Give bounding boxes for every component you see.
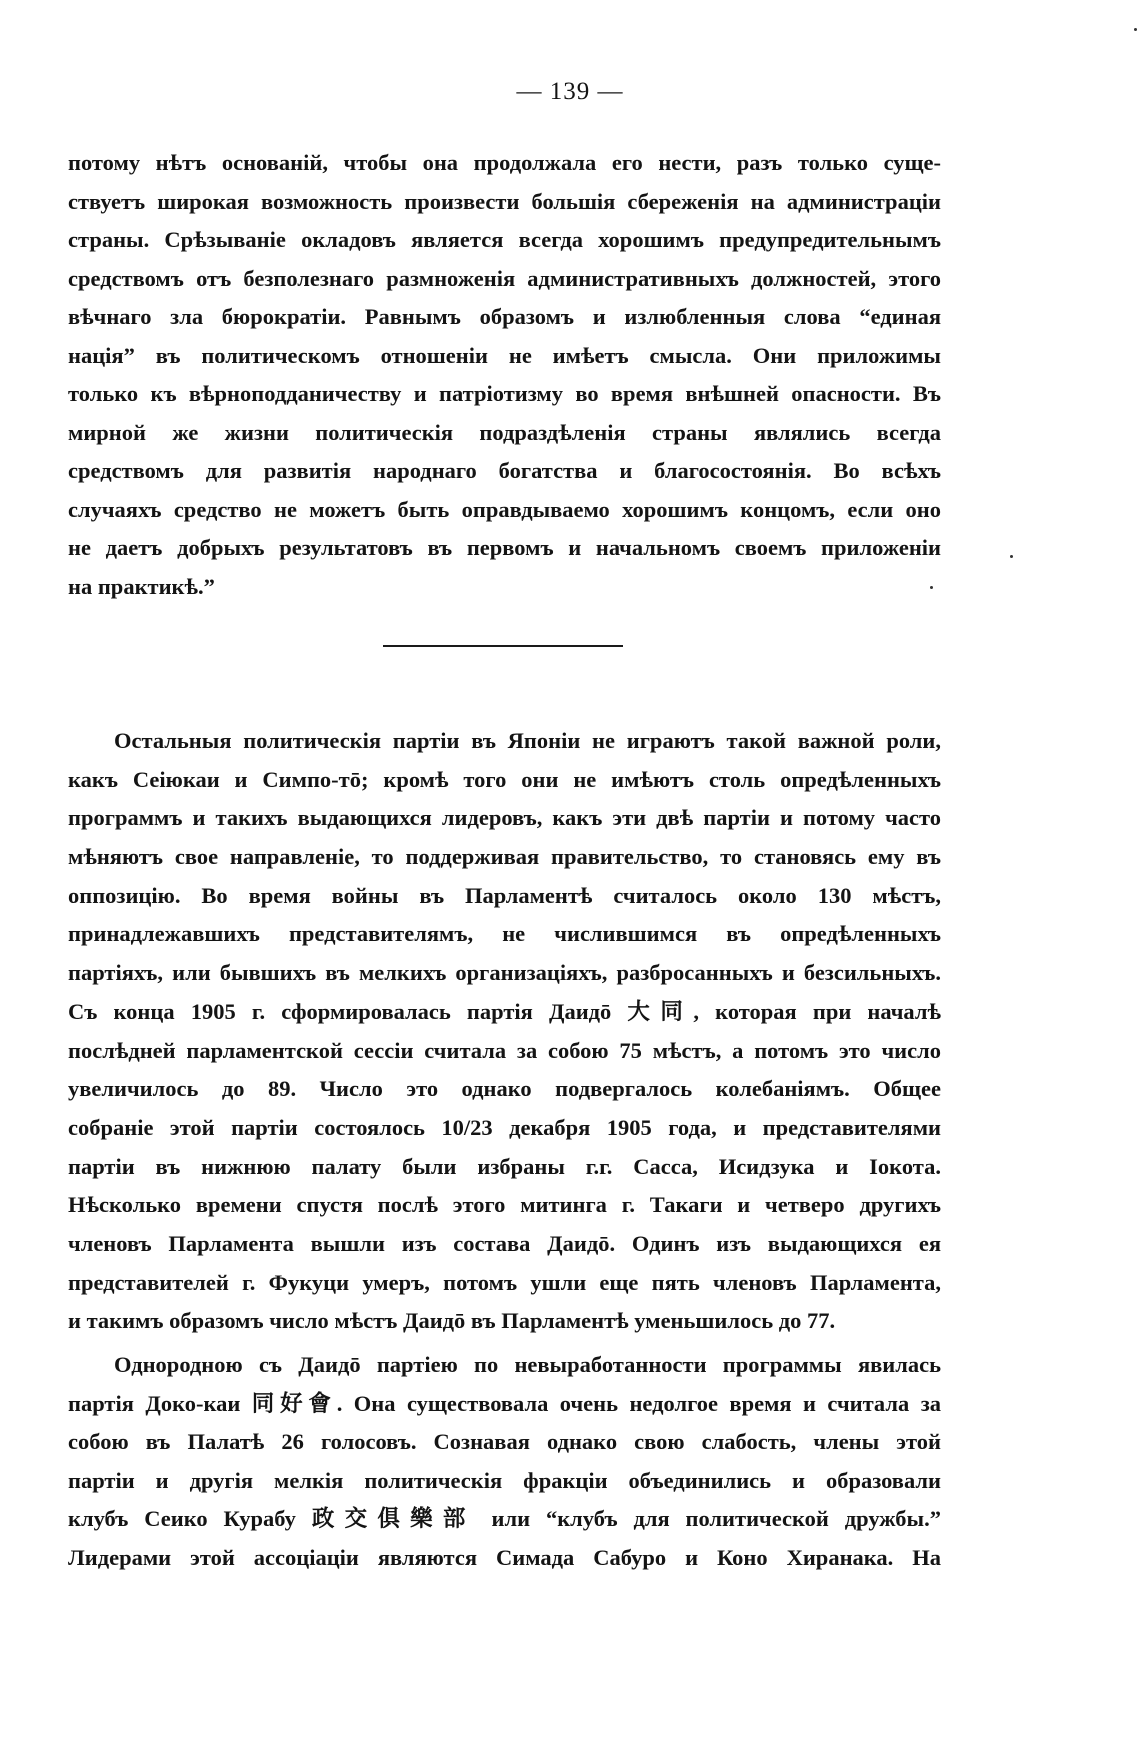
text-line: принадлежавшихъ представителямъ, не числившимся въ опредѣленныхъ xyxy=(68,921,941,947)
text-line: вѣчнаго зла бюрократіи. Равнымъ образомъ и излюбленныя слова “единая xyxy=(68,304,941,329)
text-line: послѣдней парламентской сессіи считала за собою 75 мѣстъ, а потомъ это число xyxy=(68,1037,941,1063)
paragraph-3 xyxy=(68,1346,941,1578)
section-divider xyxy=(383,645,623,647)
scan-speck xyxy=(930,586,933,589)
text-line: страны. Срѣзываніе окладовъ является всегда хорошимъ предупредительнымъ xyxy=(68,227,941,252)
text-line: средствомъ отъ безполезнаго размноженія административныхъ должностей, этого xyxy=(68,265,941,291)
text-line: потому нѣтъ основаній, чтобы она продолжала его нести, разъ только суще- xyxy=(68,150,941,175)
text-line: не даетъ добрыхъ результатовъ въ первомъ и начальномъ своемъ приложеніи xyxy=(68,535,941,560)
paragraph-1 xyxy=(68,144,941,606)
text-line: Однородною съ Даидō партіею по невыработанности программы явилась xyxy=(114,1352,941,1377)
text-line: только къ вѣрноподданичеству и патріотизму во время внѣшней опасности. Въ xyxy=(68,381,941,406)
text-line: увеличилось до 89. Число это однако подвергалось колебаніямъ. Общее xyxy=(68,1076,941,1102)
text-line: какъ Сеіюкаи и Симпо-тō; кромѣ того они не имѣютъ столь опредѣленныхъ xyxy=(68,766,941,792)
scan-speck xyxy=(1134,28,1137,31)
text-line: оппозицію. Во время войны въ Парламентѣ считалось около 130 мѣстъ, xyxy=(68,882,941,908)
text-line: и такимъ образомъ число мѣстъ Даидō въ Парламентѣ уменьшилось до 77. xyxy=(68,1308,836,1334)
paragraph-2 xyxy=(68,722,941,1341)
text-line: мирной же жизни политическія подраздѣленія страны являлись всегда xyxy=(68,419,941,445)
text-line: ствуетъ широкая возможность произвести большія сбереженія на администраціи xyxy=(68,188,941,214)
scan-speck xyxy=(1010,555,1013,558)
text-line: партіяхъ, или бывшихъ въ мелкихъ организаціяхъ, разбросанныхъ и безсильныхъ. xyxy=(68,960,941,986)
text-line: представителей г. Фукуци умеръ, потомъ ушли еще пять членовъ Парламента, xyxy=(68,1269,941,1295)
text-line: мѣняютъ свое направленіе, то поддерживая правительство, то становясь ему въ xyxy=(68,844,941,870)
text-line: нація” въ политическомъ отношеніи не имѣетъ смысла. Они приложимы xyxy=(68,342,941,368)
text-line: программъ и такихъ выдающихся лидеровъ, какъ эти двѣ партіи и потому часто xyxy=(68,805,941,831)
text-line: собою въ Палатѣ 26 голосовъ. Сознавая однако свою слабость, члены этой xyxy=(68,1429,941,1455)
text-line: партія Доко-каи 同好會. Она существовала очень недолгое время и считала за xyxy=(68,1390,941,1416)
page-number: — 139 — xyxy=(516,78,624,105)
text-line: партіи въ нижнюю палату были избраны г.г. Сасса, Исидзука и Іокота. xyxy=(68,1153,941,1179)
text-line: Лидерами этой ассоціаціи являются Симада Сабуро и Коно Хиранака. На xyxy=(68,1544,941,1570)
text-line: средствомъ для развитія народнаго богатства и благосостоянія. Во всѣхъ xyxy=(68,458,941,483)
text-line: на практикѣ.” xyxy=(68,573,215,599)
text-line: собраніе этой партіи состоялось 10/23 декабря 1905 года, и представителями xyxy=(68,1114,941,1140)
text-line: случаяхъ средство не можетъ быть оправдываемо хорошимъ концомъ, если оно xyxy=(68,496,941,522)
text-line: Съ конца 1905 г. сформировалась партія Даидō 大同, которая при началѣ xyxy=(68,998,941,1024)
text-line: клубъ Сеико Курабу 政交俱樂部 или “клубъ для политической дружбы.” xyxy=(68,1506,941,1532)
text-line: Нѣсколько времени спустя послѣ этого митинга г. Такаги и четверо другихъ xyxy=(68,1192,941,1218)
text-line: партіи и другія мелкія политическія фракціи объединились и образовали xyxy=(68,1467,941,1493)
text-line: Остальныя политическія партіи въ Японіи не играютъ такой важной роли, xyxy=(114,728,941,753)
text-line: членовъ Парламента вышли изъ состава Даидō. Одинъ изъ выдающихся ея xyxy=(68,1230,941,1256)
